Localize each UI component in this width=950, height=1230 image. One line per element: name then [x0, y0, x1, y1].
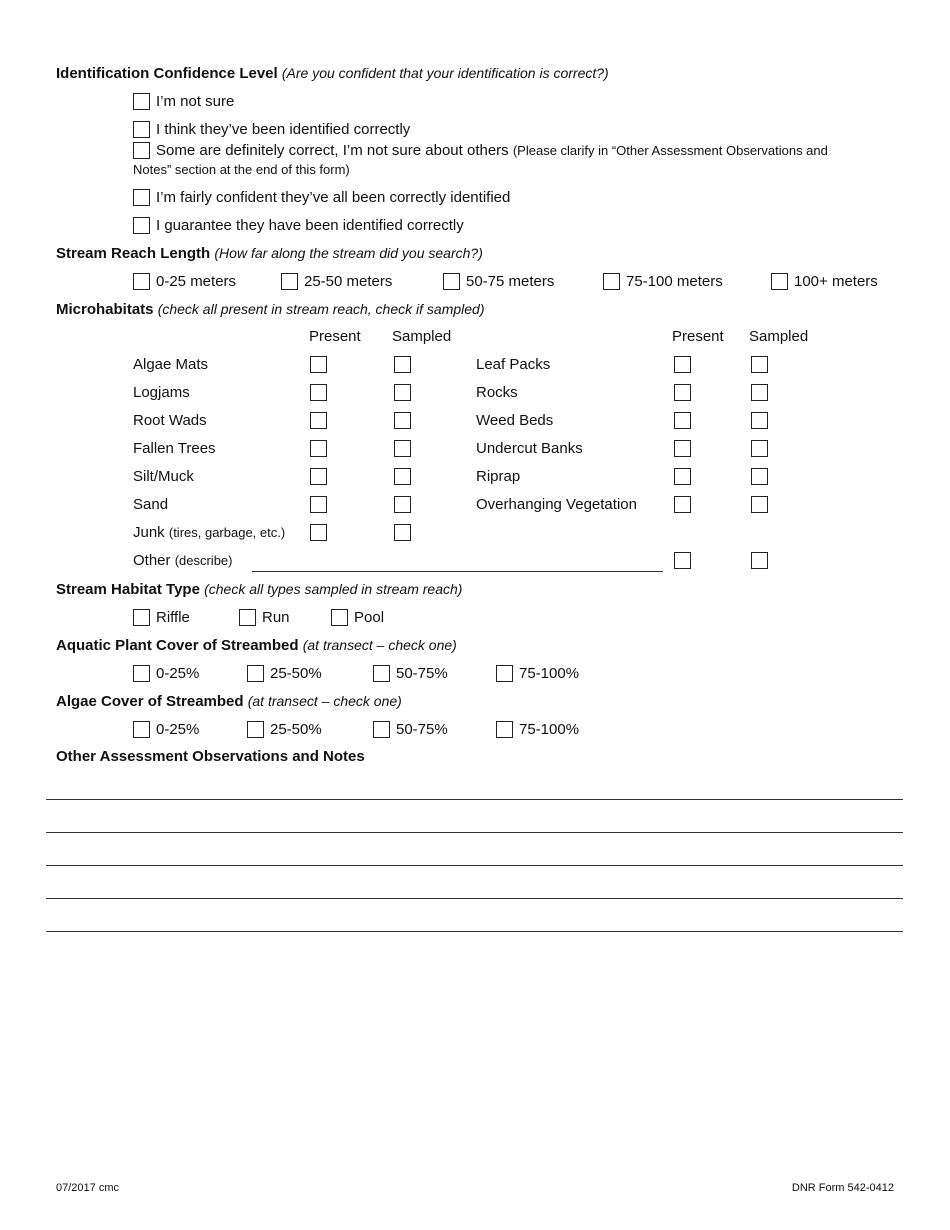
- leaf-packs-sampled-checkbox[interactable]: [751, 356, 768, 373]
- plant-option-25-50[interactable]: 25-50%: [247, 663, 322, 683]
- overhanging-vegetation-sampled-checkbox[interactable]: [751, 496, 768, 513]
- confidence-option-fairly-confident[interactable]: I’m fairly confident they’ve all been correctly identified: [133, 187, 510, 207]
- undercut-banks-sampled-checkbox[interactable]: [751, 440, 768, 457]
- micro-label-silt-muck: Silt/Muck: [133, 468, 194, 485]
- notes-line-2[interactable]: [46, 832, 903, 833]
- checkbox[interactable]: [133, 665, 150, 682]
- fallen-trees-sampled-checkbox[interactable]: [394, 440, 411, 457]
- junk-sampled-checkbox[interactable]: [394, 524, 411, 541]
- checkbox[interactable]: [281, 273, 298, 290]
- plant-option-0-25[interactable]: 0-25%: [133, 663, 199, 683]
- checkbox[interactable]: [247, 721, 264, 738]
- checkbox[interactable]: [603, 273, 620, 290]
- habitat-option-pool[interactable]: Pool: [331, 607, 384, 627]
- sand-sampled-checkbox[interactable]: [394, 496, 411, 513]
- col-present-right: Present: [672, 328, 724, 345]
- micro-label-logjams: Logjams: [133, 384, 190, 401]
- other-describe-line[interactable]: [252, 571, 663, 572]
- notes-line-4[interactable]: [46, 898, 903, 899]
- col-sampled-left: Sampled: [392, 328, 452, 345]
- notes-line-5[interactable]: [46, 931, 903, 932]
- algae-option-75-100[interactable]: 75-100%: [496, 719, 579, 739]
- weed-beds-sampled-checkbox[interactable]: [751, 412, 768, 429]
- other-present-checkbox[interactable]: [674, 552, 691, 569]
- checkbox[interactable]: [133, 273, 150, 290]
- reach-option-100-plus[interactable]: 100+ meters: [771, 271, 878, 291]
- silt-muck-sampled-checkbox[interactable]: [394, 468, 411, 485]
- reach-option-75-100[interactable]: 75-100 meters: [603, 271, 723, 291]
- rocks-sampled-checkbox[interactable]: [751, 384, 768, 401]
- reach-option-50-75[interactable]: 50-75 meters: [443, 271, 554, 291]
- micro-label-sand: Sand: [133, 496, 169, 513]
- confidence-option-think-correct[interactable]: I think they’ve been identified correctly: [133, 119, 410, 139]
- habitat-option-run[interactable]: Run: [239, 607, 290, 627]
- reach-option-0-25[interactable]: 0-25 meters: [133, 271, 236, 291]
- plant-option-75-100[interactable]: 75-100%: [496, 663, 579, 683]
- algae-option-0-25[interactable]: 0-25%: [133, 719, 199, 739]
- riprap-present-checkbox[interactable]: [674, 468, 691, 485]
- micro-label-root-wads: Root Wads: [133, 412, 207, 429]
- algae-mats-present-checkbox[interactable]: [310, 356, 327, 373]
- micro-label-undercut-banks: Undercut Banks: [476, 440, 583, 457]
- confidence-option3-note: Notes” section at the end of this form): [133, 162, 350, 177]
- checkbox[interactable]: [133, 142, 150, 159]
- checkbox[interactable]: [133, 609, 150, 626]
- sand-present-checkbox[interactable]: [310, 496, 327, 513]
- checkbox[interactable]: [239, 609, 256, 626]
- silt-muck-present-checkbox[interactable]: [310, 468, 327, 485]
- confidence-option-some-correct[interactable]: Some are definitely correct, I’m not sure about others (Please clarify in “Other Assessment Observations and: [133, 140, 828, 160]
- algae-option-50-75[interactable]: 50-75%: [373, 719, 448, 739]
- other-sampled-checkbox[interactable]: [751, 552, 768, 569]
- microhabitats-header: Microhabitats (check all present in stream reach, check if sampled): [56, 301, 485, 318]
- leaf-packs-present-checkbox[interactable]: [674, 356, 691, 373]
- algae-cover-header: Algae Cover of Streambed (at transect – check one): [56, 693, 402, 710]
- undercut-banks-present-checkbox[interactable]: [674, 440, 691, 457]
- algae-option-25-50[interactable]: 25-50%: [247, 719, 322, 739]
- checkbox[interactable]: [771, 273, 788, 290]
- reach-header: Stream Reach Length (How far along the stream did you search?): [56, 245, 483, 262]
- plant-cover-header: Aquatic Plant Cover of Streambed (at transect – check one): [56, 637, 457, 654]
- footer-form-number: DNR Form 542-0412: [791, 1182, 894, 1194]
- col-present-left: Present: [309, 328, 361, 345]
- habitat-header: Stream Habitat Type (check all types sampled in stream reach): [56, 581, 463, 598]
- micro-label-weed-beds: Weed Beds: [476, 412, 554, 429]
- confidence-header: Identification Confidence Level (Are you confident that your identification is correct?): [56, 65, 609, 82]
- checkbox[interactable]: [133, 189, 150, 206]
- junk-present-checkbox[interactable]: [310, 524, 327, 541]
- notes-line-1[interactable]: [46, 799, 903, 800]
- reach-option-25-50[interactable]: 25-50 meters: [281, 271, 392, 291]
- riprap-sampled-checkbox[interactable]: [751, 468, 768, 485]
- habitat-option-riffle[interactable]: Riffle: [133, 607, 190, 627]
- micro-label-other: Other (describe): [133, 552, 233, 569]
- micro-label-riprap: Riprap: [476, 468, 521, 485]
- logjams-present-checkbox[interactable]: [310, 384, 327, 401]
- notes-line-3[interactable]: [46, 865, 903, 866]
- root-wads-sampled-checkbox[interactable]: [394, 412, 411, 429]
- micro-label-leaf-packs: Leaf Packs: [476, 356, 551, 373]
- checkbox[interactable]: [496, 721, 513, 738]
- fallen-trees-present-checkbox[interactable]: [310, 440, 327, 457]
- overhanging-vegetation-present-checkbox[interactable]: [674, 496, 691, 513]
- micro-label-junk: Junk (tires, garbage, etc.): [133, 524, 286, 541]
- footer-date: 07/2017 cmc: [56, 1182, 119, 1194]
- checkbox[interactable]: [133, 217, 150, 234]
- micro-label-algae-mats: Algae Mats: [133, 356, 209, 373]
- checkbox[interactable]: [443, 273, 460, 290]
- weed-beds-present-checkbox[interactable]: [674, 412, 691, 429]
- confidence-option-guarantee[interactable]: I guarantee they have been identified correctly: [133, 215, 464, 235]
- micro-label-rocks: Rocks: [476, 384, 518, 401]
- notes-header: Other Assessment Observations and Notes: [56, 748, 365, 765]
- algae-mats-sampled-checkbox[interactable]: [394, 356, 411, 373]
- checkbox[interactable]: [373, 721, 390, 738]
- plant-option-50-75[interactable]: 50-75%: [373, 663, 448, 683]
- micro-label-overhanging-vegetation: Overhanging Vegetation: [476, 496, 637, 513]
- checkbox[interactable]: [247, 665, 264, 682]
- checkbox[interactable]: [133, 93, 150, 110]
- rocks-present-checkbox[interactable]: [674, 384, 691, 401]
- confidence-option-not-sure[interactable]: I’m not sure: [133, 91, 234, 111]
- root-wads-present-checkbox[interactable]: [310, 412, 327, 429]
- col-sampled-right: Sampled: [749, 328, 809, 345]
- checkbox[interactable]: [496, 665, 513, 682]
- checkbox[interactable]: [373, 665, 390, 682]
- micro-label-fallen-trees: Fallen Trees: [133, 440, 216, 457]
- checkbox[interactable]: [133, 721, 150, 738]
- checkbox[interactable]: [133, 121, 150, 138]
- logjams-sampled-checkbox[interactable]: [394, 384, 411, 401]
- checkbox[interactable]: [331, 609, 348, 626]
